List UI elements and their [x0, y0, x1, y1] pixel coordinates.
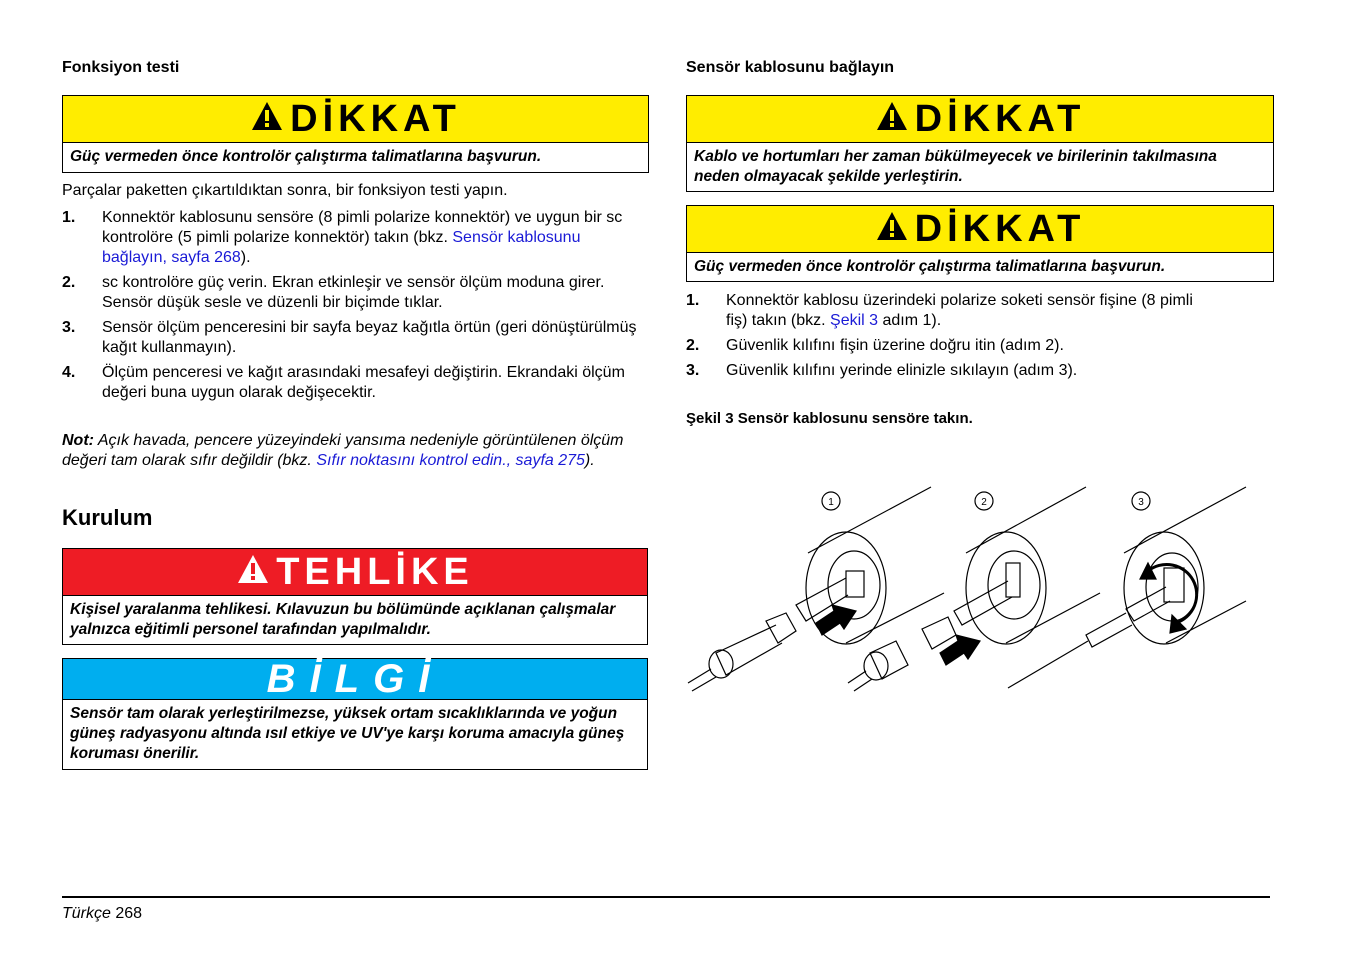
step-2-label: 2: [981, 497, 987, 508]
caution-header: [687, 96, 1273, 143]
caution-message: Güç vermeden önce kontrolör çalıştırma talimatlarına başvurun.: [694, 258, 1166, 275]
notice-message: Sensör tam olarak yerleştirilmezse, yüksek ortam sıcaklıklarında ve yoğun güneş radyasyonu altında ısıl etkiye ve UV'ye karşı koruma amacıyla güneş koruması önerilir.: [70, 705, 625, 762]
step-text: Sensör ölçüm penceresini bir sayfa beyaz kağıtla örtün (geri dönüştürülmüş kağıt kullanmayın).: [102, 319, 637, 356]
step-text: Güvenlik kılıfını fişin üzerine doğru itin (adım 2).: [726, 337, 1064, 354]
step-number: 1.: [62, 209, 76, 226]
caution-box-right-1: [686, 95, 1274, 192]
warning-triangle-icon: [236, 552, 270, 595]
page-footer: [62, 905, 142, 923]
note-label: Not:: [62, 432, 94, 449]
warning-triangle-icon: [875, 99, 909, 142]
step-text-end: adım 1).: [878, 312, 942, 329]
notice-header-text: BİLGİ: [266, 656, 444, 701]
list-item: [62, 208, 648, 268]
link-zero-point[interactable]: Sıfır noktasını kontrol edin., sayfa 275: [316, 452, 585, 469]
list-item: [686, 336, 1206, 356]
list-item: [62, 363, 648, 403]
danger-header: [63, 549, 647, 596]
link-figure-3[interactable]: Şekil 3: [830, 312, 879, 329]
figure-caption: Şekil 3 Sensör kablosunu sensöre takın.: [686, 410, 973, 427]
list-item: [686, 291, 1206, 331]
function-test-steps: [62, 208, 648, 408]
step-1-label: 1: [828, 497, 834, 508]
note-end: ).: [584, 452, 595, 469]
connect-cable-steps: [686, 291, 1206, 386]
step-text-end: ).: [240, 249, 251, 266]
caution-box-right-2: [686, 205, 1274, 282]
list-item: [686, 361, 1206, 381]
step-result: Sensör düşük sesle ve düzenli bir biçimde tıklar.: [102, 294, 443, 311]
note-body: Açık havada, pencere yüzeyindeki yansıma nedeniyle görüntülenen ölçüm değeri tam olarak sıfır değildir (bkz.: [62, 432, 624, 469]
footer-page-number: 268: [115, 905, 143, 922]
step-3-label: 3: [1138, 497, 1144, 508]
warning-triangle-icon: [875, 209, 909, 252]
footer-language: Türkçe: [62, 905, 111, 922]
list-item: [62, 318, 648, 358]
intro-text: Parçalar paketten çıkartıldıktan sonra, bir fonksiyon testi yapın.: [62, 182, 508, 199]
caution-header: [687, 206, 1273, 253]
step-number: 2.: [686, 337, 700, 354]
section-title-function-test: Fonksiyon testi: [62, 59, 180, 76]
step-number: 3.: [686, 362, 700, 379]
sensor-cable-figure: [686, 483, 1256, 698]
danger-header-text: TEHLİKE: [276, 550, 474, 593]
caution-header: [63, 96, 648, 143]
section-title-connect-cable: Sensör kablosunu bağlayın: [686, 59, 895, 76]
note-text: [62, 431, 648, 471]
step-text: Güvenlik kılıfını yerinde elinizle sıkılayın (adım 3).: [726, 362, 1078, 379]
caution-header-text: DİKKAT: [914, 97, 1086, 140]
caution-message: Kablo ve hortumları her zaman bükülmeyecek ve birilerinin takılmasına neden olmayacak şekilde yerleştirin.: [694, 148, 1217, 185]
step-text: Konnektör kablosunu sensöre (8 pimli polarize konnektör) ve uygun bir sc kontrolöre (5 pimli polarize konnektör) takın (bkz.: [102, 209, 623, 246]
caution-header-text: DİKKAT: [290, 97, 461, 140]
notice-box: [62, 658, 648, 770]
notice-header: [63, 656, 647, 701]
caution-message: Güç vermeden önce kontrolör çalıştırma talimatlarına başvurun.: [70, 148, 542, 165]
step-number: 2.: [62, 274, 76, 291]
step-number: 3.: [62, 319, 76, 336]
danger-message: Kişisel yaralanma tehlikesi. Kılavuzun bu bölümünde açıklanan çalışmalar yalnızca eğitimli personel tarafından yapılmalıdır.: [70, 601, 616, 638]
step-text: sc kontrolöre güç verin. Ekran etkinleşir ve sensör ölçüm moduna girer.: [102, 274, 605, 291]
step-number: 4.: [62, 364, 76, 381]
caution-header-text: DİKKAT: [914, 207, 1086, 250]
step-number: 1.: [686, 292, 700, 309]
warning-triangle-icon: [250, 99, 284, 142]
list-item: [62, 273, 648, 313]
danger-box: [62, 548, 648, 645]
caution-box-left: [62, 95, 649, 173]
footer-rule: [62, 896, 1270, 898]
step-text: Konnektör kablosu üzerindeki polarize soketi sensör fişine (8 pimli fiş) takın (bkz.: [726, 292, 1193, 329]
link-connect-cable[interactable]: Sensör kablosunu bağlayın, sayfa 268: [102, 229, 581, 266]
step-text: Ölçüm penceresi ve kağıt arasındaki mesafeyi değiştirin. Ekrandaki ölçüm değeri buna uygun olarak değişecektir.: [102, 364, 625, 401]
section-title-installation: Kurulum: [62, 505, 153, 530]
